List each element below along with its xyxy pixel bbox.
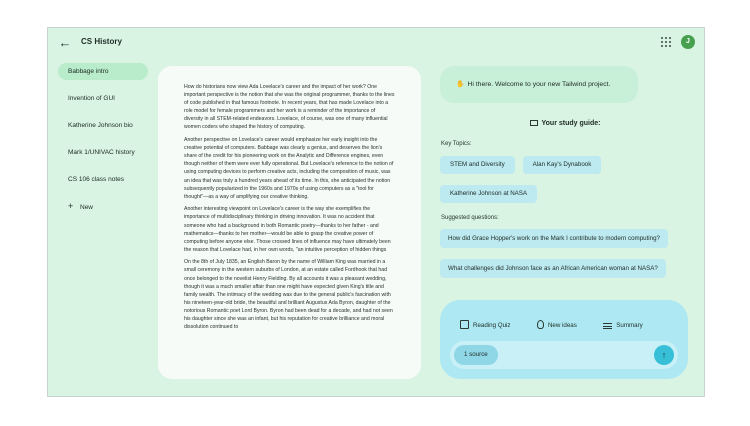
arrow-up-icon[interactable]: ↑ <box>654 345 674 365</box>
document-paragraph: How do historians now view Ada Lovelace's career and the impact of her work? One important perspective is the notion that she was the original programmer, thanks to the lines of code published in that famous footnote. In recent years, that has made Lovelace into a role model for female programmers and her work is a reminder of the importance of diversity in all STEM-related endeavors. Lovelace, of course, was one of many influential women coders who shaped the history of computing. <box>184 84 395 131</box>
new-ideas-button[interactable] <box>537 318 577 333</box>
new-note-button[interactable] <box>58 198 148 215</box>
quiz-icon <box>460 320 469 329</box>
topic-chips <box>440 153 690 211</box>
suggested-questions <box>440 227 690 287</box>
welcome-text: Hi there. Welcome to your new Tailwind project. <box>467 81 611 88</box>
document-paragraph: On the 8th of July 1835, an English Baron by the name of William King was married in a small ceremony in the western suburbs of London, at an estate called Fordhook that had once belonged to the novelist Henry Fielding. By all accounts it was a pleasant wedding, though it was a much smaller affair than one might have expected given King's title and family wealth. The intimacy of the wedding was due to the general public's fascination with his nineteen-year-old bride, the beautiful and brilliant Augustus Ada Byron, daughter of the notorious Romantic poet Lord Byron. Byron had been dead for a decade, and had not seen his daughter since she was an infant, but his reputation for creative brilliance and moral dissolution continued to <box>184 259 393 331</box>
chat-input[interactable] <box>450 341 678 369</box>
suggested-question[interactable]: What challenges did Johnson face as an African American woman at NASA? <box>440 259 666 278</box>
study-guide-title <box>440 120 690 127</box>
assistant-panel <box>440 66 690 287</box>
top-bar <box>48 28 704 58</box>
topic-chip[interactable]: Katherine Johnson at NASA <box>440 185 537 203</box>
new-note-label: New <box>80 204 94 211</box>
suggested-question[interactable]: How did Grace Hopper's work on the Mark I contribute to modern computing? <box>440 229 668 248</box>
document-paragraph: Another interesting viewpoint on Lovelace's career is the way she exemplifies the importance of multidisciplinary thinking in driving innovation. It was no accident that someone who had a background in both Romantic poetry—thanks to her father - and mathematics—thanks to her mother—would be able to grasp the creative power of computing before anyone else. Those crossed lines of influence may have ultimately been the reason that Lovelace had, in her own words, "an intuitive perception of hidden things <box>184 206 391 253</box>
study-guide-label: Your study guide: <box>541 120 601 127</box>
summary-label: Summary <box>616 322 643 329</box>
sidebar-item-mark1-univac-history[interactable]: Mark 1/UNIVAC history <box>68 149 135 156</box>
sidebar-item-invention-of-gui[interactable]: Invention of GUI <box>68 95 115 102</box>
book-icon <box>530 120 538 126</box>
document-card[interactable] <box>158 66 421 379</box>
composer-actions <box>460 314 665 333</box>
waving-hand-icon: ✋ <box>456 81 465 88</box>
suggested-questions-label: Suggested questions: <box>441 215 499 221</box>
document-paragraph: Another perspective on Lovelace's career would emphasize her early insight into the creative potential of computers. Babbage was clearly a genius, and deserves the lion's share of the credit for his pioneering work on the Analytic and Difference engines, even though neither of them were ever fully operational. But Lovelace's reference to the notion of using computing devices to perform creative acts, including the composition of music, was an idea that was truly a hundred years ahead of its time. In this, she anticipated the notion subsequently popularized in the 1960s and 1970s of using computers as a "tool for thought"—as a way of amplifying our creative thinking. <box>184 137 394 200</box>
reading-quiz-label: Reading Quiz <box>473 322 511 329</box>
key-topics-label: Key Topics: <box>441 141 472 147</box>
new-ideas-label: New ideas <box>547 322 577 329</box>
avatar[interactable]: J <box>681 35 695 49</box>
lightbulb-icon <box>537 320 544 329</box>
composer <box>440 300 688 379</box>
app-window <box>47 27 705 397</box>
topic-chip[interactable]: Alan Kay's Dynabook <box>523 156 602 174</box>
summary-button[interactable] <box>603 318 642 333</box>
reading-quiz-button[interactable] <box>460 318 511 333</box>
plus-icon: + <box>68 201 74 211</box>
source-count-pill[interactable]: 1 source <box>454 345 498 365</box>
arrow-left-icon[interactable]: ← <box>58 35 72 50</box>
sidebar-item-babbage-intro[interactable]: Babbage intro <box>58 63 148 80</box>
list-icon <box>603 323 612 329</box>
page-title: CS History <box>81 37 122 46</box>
sidebar-item-katherine-johnson-bio[interactable]: Katherine Johnson bio <box>68 122 133 129</box>
sidebar-item-cs106-class-notes[interactable]: CS 106 class notes <box>68 176 125 183</box>
welcome-message <box>440 66 638 103</box>
grid-apps-icon[interactable] <box>661 37 671 47</box>
topic-chip[interactable]: STEM and Diversity <box>440 156 515 174</box>
sidebar <box>58 63 148 225</box>
